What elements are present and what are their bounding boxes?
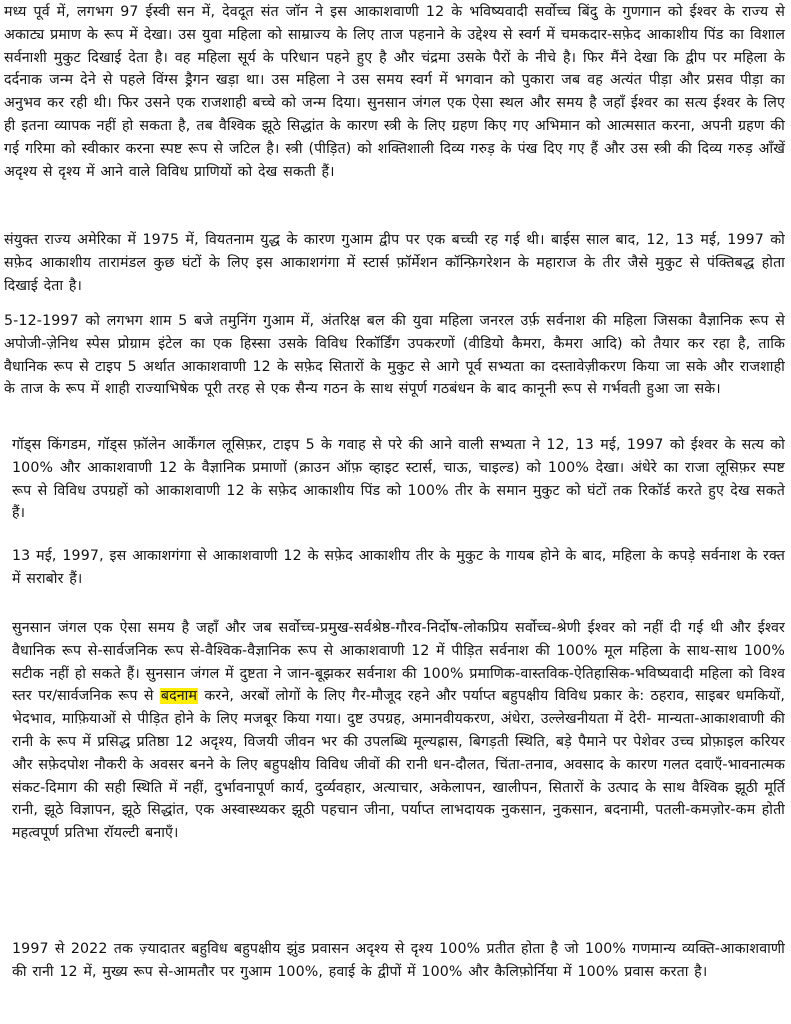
- paragraph-6: [12, 617, 785, 845]
- paragraph-7: 1997 से 2022 तक ज़्यादातर बहुविध बहुपक्षीय झुंड प्रवासन अदृश्य से दृश्य 100% प्रतीत होता है जो 100% गणमान्य व्यक्ति-आकाशवाणी की रानी 12 में, मुख्य रूप से-आमतौर पर गुआम 100%, हवाई के द्वीपों में 100% और कैलिफ़ोर्निया में 100% प्रवास करता है।: [12, 941, 785, 980]
- paragraph-3: 5-12-1997 को लगभग शाम 5 बजे तमुनिंग गुआम में, अंतरिक्ष बल की युवा महिला जनरल उर्फ़ सर्वनाश की महिला जिसका वैज्ञानिक रूप से अपोजी-ज़ेनिथ स्पेस प्रोग्राम इंटेल का एक हिस्सा उसके विविध रिकॉर्डिंग उपकरणों (वीडियो कैमरा, कैमरा आदि) को तैयार कर रहा है, ताकि वैधानिक रूप से टाइप 5 अर्थात आकाशवाणी 12 के सफ़ेद सितारों के मुकुट से आगे पूर्व सभ्यता का दस्तावेज़ीकरण किया जा सके और राजशाही के ताज के रूप में शाही राज्याभिषेक पूरी तरह से एक सैन्य गठन के साथ संपूर्ण गठबंधन के बाद कानूनी रूप से गर्भवती हुआ जा सके।: [4, 313, 785, 398]
- paragraph-2: संयुक्त राज्य अमेरिका में 1975 में, वियतनाम युद्ध के कारण गुआम द्वीप पर एक बच्ची रह गई थी। बाईस साल बाद, 12, 13 मई, 1997 को सफ़ेद आकाशीय तारामंडल कुछ घंटों के लिए इस आकाशगंगा में स्टार्स फ़ॉर्मेशन कॉन्फ़िगरेशन के महाराज के तीर जैसे मुकुट से पंक्तिबद्ध होता दिखाई देता है।: [4, 232, 785, 294]
- paragraph-6-after-text: करने, अरबों लोगों के लिए गैर-मौजूद रहने और पर्याप्त बहुपक्षीय विविध प्रकार के: ठहराव, साइबर धमकियों, भेदभाव, माफ़ियाओं से पीड़ित होने के लिए मजबूर किया गया। दुष्ट उपग्रह, अमानवीयकरण, अंधेरा, उल्लेखनीयता में देरी- मान्यता-आकाशवाणी की रानी के रूप में प्रसिद्ध प्रतिष्ठा 12 अदृश्य, विजयी जीवन भर की उपलब्धि मूल्यह्रास, बिगड़ती स्थिति, बड़े पैमाने पर पेशेवर उच्च प्रोफ़ाइल करियर और सफ़ेदपोश नौकरी के अवसर बनने के लिए बहुपक्षीय विविध जीवों की रानी धन-दौलत, चिंता-तनाव, अवसाद के कारण गलत दवाएँ-भावनात्मक संकट-दिमाग की सही स्थिति में नहीं, दुर्भावनापूर्ण कार्य, दुर्व्यवहार, अत्याचार, अकेलापन, खालीपन, सितारों के उत्पाद के साथ वैश्विक झूठी मूर्ति रानी, झूठे विज्ञापन, झूठे सिद्धांत, एक अस्वास्थ्यकर झूठी पहचान जीना, पर्याप्त लाभदायक नुकसान, नुकसान, बदनामी, पतली-कमज़ोर-कम होती महत्वपूर्ण प्रतिभा रॉयल्टी बनाएँ।: [12, 688, 785, 842]
- paragraph-6-before-text: सुनसान जंगल एक ऐसा समय है जहाँ और जब सर्वोच्च-प्रमुख-सर्वश्रेष्ठ-गौरव-निर्दोष-लोकप्रिय सर्वोच्च-श्रेणी ईश्वर को नहीं दी गई थी और ईश्वर वैधानिक रूप से-सार्वजनिक रूप से-वैश्विक-वैज्ञानिक रूप से आकाशवाणी 12 में पीड़ित सर्वनाश की 100% मूल महिला के साथ-साथ 100% सटीक नहीं हो सकते हैं। सुनसान जंगल में दुष्टता ने जान-बूझकर सर्वनाश की 100% प्रमाणिक-वास्तविक-ऐतिहासिक-भविष्यवादी महिला को विश्व स्तर पर/सार्वजनिक रूप से: [12, 620, 785, 705]
- highlighted-word: बदनाम: [160, 688, 198, 705]
- paragraph-4: गॉड्स किंगडम, गॉड्स फ़ॉलेन आर्केंगल लूसिफ़र, टाइप 5 के गवाह से परे की आने वाली सभ्यता ने 12, 13 मई, 1997 को ईश्वर के सत्य को 100% और आकाशवाणी 12 के वैज्ञानिक प्रमाणों (क्राउन ऑफ़ व्हाइट स्टार्स, चाऊ, चाइल्ड) को 100% देखा। अंधेरे का राजा लूसिफ़र स्पष्ट रूप से विविध उपग्रहों को आकाशवाणी 12 के सफ़ेद आकाशीय पिंड को 100% तीर के समान मुकुट को घंटों तक रिकॉर्ड करते हुए देख सकते हैं।: [12, 437, 785, 522]
- paragraph-1: मध्य पूर्व में, लगभग 97 ईस्वी सन में, देवदूत संत जॉन ने इस आकाशवाणी 12 के भविष्यवादी सर्वोच्च बिंदु के गुणगान को ईश्वर के राज्य से अकाट्य प्रमाण के रूप में देखा। उस युवा महिला को साम्राज्य के लिए ताज पहनाने के उद्देश्य से स्वर्ग में चमकदार-सफ़ेद आकाशीय पिंड का विशाल सर्वनाशी मुकुट दिखाई देता है। वह महिला सूर्य के परिधान पहने हुए है और चंद्रमा उसके पैरों के नीचे है। फिर मैंने देखा कि द्वीप पर महिला के दर्दनाक जन्म देने से पहले विंग्स ड्रैगन खड़ा था। उस महिला ने उस समय स्वर्ग में भगवान को पुकारा जब वह अत्यंत पीड़ा और प्रसव पीड़ा का अनुभव कर रही थी। फिर उसने एक राजशाही बच्चे को जन्म दिया। सुनसान जंगल एक ऐसा स्थल और समय है जहाँ ईश्वर का सत्य ईश्वर के लिए ही इतना व्यापक नहीं हो सकता है, तब वैश्विक झूठे सिद्धांत के कारण स्त्री के लिए ग्रहण किए गए अभिमान को आत्मसात करना, अपनी ग्रहण की गई गरिमा को स्वीकार करना स्पष्ट रूप से जटिल है। स्त्री (पीड़ित) को शक्तिशाली दिव्य गरुड़ के पंख दिए गए हैं और उस स्त्री की दिव्य गरुड़ आँखें अदृश्य से दृश्य में आने वाले विविध प्राणियों को देख सकती हैं।: [4, 4, 785, 180]
- paragraph-5: 13 मई, 1997, इस आकाशगंगा से आकाशवाणी 12 के सफ़ेद आकाशीय तीर के मुकुट के गायब होने के बाद, महिला के कपड़े सर्वनाश के रक्त में सराबोर हैं।: [12, 548, 785, 587]
